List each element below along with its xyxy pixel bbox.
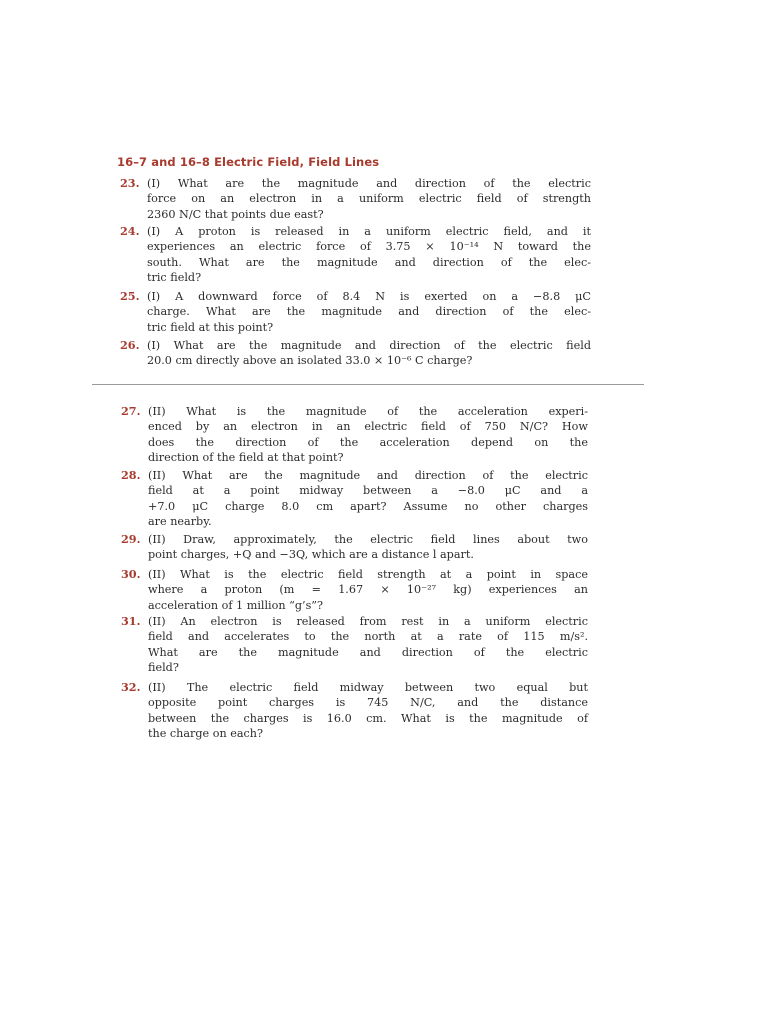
problem-text-line: (I) A proton is released in a uniform electric field, and it	[147, 225, 591, 238]
problem-text-line: What are the magnitude and direction of the electric	[148, 645, 588, 659]
problem-number: 32.	[121, 680, 141, 694]
problem-text-line: field?	[148, 661, 179, 675]
problem-text-line: the charge on each?	[148, 727, 263, 741]
section-heading: 16–7 and 16–8 Electric Field, Field Lines	[117, 155, 380, 169]
problem-32	[121, 680, 588, 742]
problem-number: 28.	[121, 468, 141, 482]
problem-text-line: (II) An electron is released from rest in a uniform electric	[148, 615, 588, 628]
problem-number: 23.	[120, 176, 140, 190]
problem-text-line: 20.0 cm directly above an isolated 33.0 × 10⁻⁶ C charge?	[147, 354, 473, 368]
problem-number: 24.	[120, 224, 140, 238]
problem-text-line: +7.0 μC charge 8.0 cm apart? Assume no other charges	[148, 499, 588, 513]
problem-text-line: between the charges is 16.0 cm. What is the magnitude of	[148, 711, 588, 725]
problem-text-line: experiences an electric force of 3.75 × 10⁻¹⁴ N toward the	[147, 240, 591, 254]
problem-text-line: force on an electron in a uniform electric field of strength	[147, 192, 591, 206]
problem-text-line: (I) What are the magnitude and direction of the electric	[147, 177, 591, 190]
problem-text-line: does the direction of the acceleration depend on the	[148, 435, 588, 449]
problem-text-line: (II) The electric field midway between two equal but	[148, 681, 588, 694]
problem-25	[120, 289, 591, 335]
problem-text-line: where a proton (m = 1.67 × 10⁻²⁷ kg) experiences an	[148, 583, 588, 597]
problem-number: 30.	[121, 567, 141, 581]
problem-28	[121, 468, 588, 530]
problem-text-line: enced by an electron in an electric field of 750 N/C? How	[148, 420, 588, 434]
problem-text-line: direction of the field at that point?	[148, 451, 344, 465]
problem-26	[120, 338, 591, 369]
problem-text-line: point charges, +Q and −3Q, which are a distance l apart.	[148, 548, 474, 562]
problem-text-line: (I) A downward force of 8.4 N is exerted on a −8.8 μC	[147, 290, 591, 303]
problem-text-line: (II) What are the magnitude and direction of the electric	[148, 469, 588, 482]
problem-23	[120, 176, 591, 222]
problem-text-line: 2360 N/C that points due east?	[147, 207, 324, 221]
problem-text-line: (II) What is the magnitude of the acceleration experi-	[148, 405, 588, 418]
problem-31	[121, 614, 588, 676]
problem-number: 29.	[121, 532, 141, 546]
problem-text-line: (II) What is the electric field strength at a point in space	[148, 568, 588, 581]
problem-number: 26.	[120, 338, 140, 352]
problem-text-line: (II) Draw, approximately, the electric field lines about two	[148, 533, 588, 546]
problem-text-line: south. What are the magnitude and direction of the elec-	[147, 255, 591, 269]
problem-text-line: tric field?	[147, 271, 202, 285]
problem-24	[120, 224, 591, 286]
problem-29	[121, 532, 588, 563]
problem-27	[121, 404, 588, 466]
problem-text-line: field and accelerates to the north at a rate of 115 m/s².	[148, 630, 588, 644]
problem-text-line: (I) What are the magnitude and direction of the electric field	[147, 339, 591, 352]
problem-text-line: opposite point charges is 745 N/C, and the distance	[148, 696, 588, 710]
problem-30	[121, 567, 588, 613]
problem-number: 25.	[120, 289, 140, 303]
problem-text-line: are nearby.	[148, 515, 212, 529]
problem-text-line: tric field at this point?	[147, 320, 274, 334]
problem-text-line: field at a point midway between a −8.0 μC and a	[148, 484, 588, 498]
problem-text-line: acceleration of 1 million “g’s”?	[148, 598, 324, 612]
problem-number: 31.	[121, 614, 141, 628]
problem-text-line: charge. What are the magnitude and direction of the elec-	[147, 305, 591, 319]
problem-number: 27.	[121, 404, 141, 418]
page-divider	[92, 384, 644, 385]
